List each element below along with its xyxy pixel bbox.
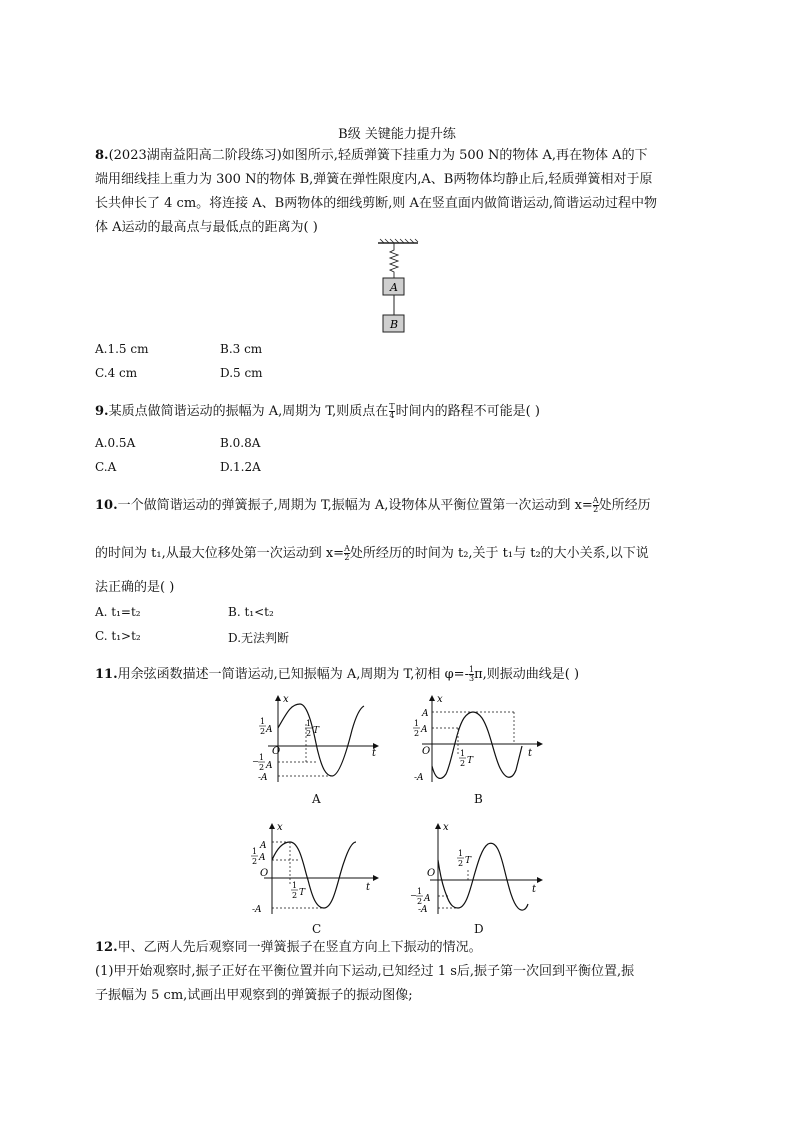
graph-a-neg-sign: − [252, 757, 259, 766]
q11-text-before: 用余弦函数描述一简谐运动,已知振幅为 A,周期为 T,初相 φ=- [117, 667, 469, 682]
q11-line [95, 665, 579, 685]
graph-a-half-num: 1 [260, 717, 266, 726]
graph-c [248, 818, 388, 920]
q8-text-line2: 端用细线挂上重力为 300 N的物体 B,弹簧在弹性限度内,A、B两物体均静止后,轻质弹簧相对于原 [95, 172, 653, 187]
graph-c-neg-a: -A [252, 905, 262, 915]
graph-b [410, 690, 550, 790]
graph-c-curve [272, 842, 356, 908]
graph-b-neg-a: -A [414, 773, 424, 783]
graph-b-half-den: 2 [414, 729, 420, 738]
q10-line2 [95, 544, 649, 564]
q10-number: 10. [95, 498, 118, 513]
section-title: B级 关键能力提升练 [338, 127, 456, 142]
graph-b-t-tick: T [467, 756, 474, 766]
q10-text-line3: 法正确的是( ) [95, 580, 175, 595]
q10-line1 [95, 496, 651, 516]
graph-a-t-den: 2 [306, 729, 312, 738]
graph-b-half-a: A [421, 725, 428, 735]
q9-fraction [389, 403, 394, 420]
q9-option-c: C.A [95, 460, 117, 474]
q10-option-b: B. t₁<t₂ [228, 605, 274, 619]
graph-d-neghalf-a: A [424, 894, 431, 904]
q12-text-line1: 甲、乙两人先后观察同一弹簧振子在竖直方向上下振动的情况。 [117, 940, 482, 955]
graph-a-half-den: 2 [260, 727, 266, 736]
graph-a-half-a: A [266, 725, 273, 735]
graph-d-t-num: 1 [458, 849, 464, 858]
graph-a-neghalf-a: A [266, 761, 273, 771]
q11-frac-den: 3 [468, 674, 475, 683]
q9-option-b: B.0.8A [220, 436, 261, 450]
q10-option-d: D.无法判断 [228, 631, 290, 645]
graph-d-caption: D [474, 922, 484, 936]
q10-frac2-num: A [344, 544, 350, 553]
block-a-label: A [390, 281, 398, 294]
q8-option-c: C.4 cm [95, 366, 138, 380]
graph-c-x-label: x [277, 822, 283, 833]
q8-number: 8. [95, 148, 109, 163]
q10-option-c: C. t₁>t₂ [95, 629, 141, 643]
graph-c-t-num: 1 [292, 881, 298, 890]
graph-c-t-den: 2 [292, 891, 298, 900]
q8-option-a: A.1.5 cm [95, 342, 149, 356]
graph-a-t-num: 1 [306, 719, 312, 728]
q9-text-after: 时间内的路程不可能是( ) [395, 404, 540, 419]
graph-c-t-tick: T [299, 888, 306, 898]
graph-a-t-tick: T [313, 726, 320, 736]
q10-text-line1-before: 一个做简谐运动的弹簧振子,周期为 T,振幅为 A,设物体从平衡位置第一次运动到 x= [117, 498, 593, 513]
q12-line1 [95, 938, 482, 958]
q9-frac-den: 4 [389, 411, 395, 420]
graph-b-t-label: t [528, 748, 533, 759]
graph-d [410, 818, 550, 920]
graph-d-neg-a: -A [418, 905, 428, 915]
q10-frac1-num: A [592, 496, 599, 505]
q11-text-after: π,则振动曲线是( ) [474, 667, 580, 682]
graph-c-half-num: 1 [252, 847, 258, 856]
q9-number: 9. [95, 404, 109, 419]
q12-number: 12. [95, 940, 118, 955]
q11-frac-num: 1 [468, 665, 475, 674]
graph-b-x-label: x [437, 694, 443, 705]
spring-figure [370, 238, 430, 338]
graph-b-t-den: 2 [460, 759, 466, 768]
q8-text-line3: 长共伸长了 4 cm。将连接 A、B两物体的细线剪断,则 A在竖直面内做简谐运动,简谐运动过程中物 [95, 196, 658, 211]
q10-frac2-den: 2 [344, 553, 350, 562]
graph-b-t-num: 1 [460, 749, 466, 758]
q8-line1 [95, 146, 648, 166]
graph-c-origin: O [260, 868, 269, 879]
graph-d-curve [438, 843, 528, 910]
graph-a-neghalf-num: 1 [259, 753, 265, 762]
q9-line [95, 402, 540, 422]
graph-a-t-label: t [372, 748, 377, 759]
q9-text-before: 某质点做简谐运动的振幅为 A,周期为 T,则质点在 [108, 404, 389, 419]
graph-b-origin: O [422, 746, 431, 757]
graph-a-neg-a: -A [258, 773, 268, 783]
graph-a [248, 690, 388, 790]
q9-option-a: A.0.5A [95, 436, 136, 450]
graph-b-half-num: 1 [414, 719, 420, 728]
graph-d-x-label: x [443, 822, 449, 833]
graph-c-half-den: 2 [252, 857, 258, 866]
q8-text-line1: (2023湖南益阳高二阶段练习)如图所示,轻质弹簧下挂重力为 500 N的物体 A,再在物体 A的下 [108, 148, 648, 163]
q10-option-a: A. t₁=t₂ [95, 605, 141, 619]
graph-d-t-label: t [532, 884, 537, 895]
q8-text-line4: 体 A运动的最高点与最低点的距离为( ) [95, 220, 318, 235]
graph-a-curve [278, 704, 364, 776]
graph-a-caption: A [312, 792, 321, 806]
graph-b-a: A [422, 709, 429, 719]
graph-d-origin: O [427, 868, 436, 879]
q9-option-d: D.1.2A [220, 460, 261, 474]
graph-d-neghalf-num: 1 [417, 887, 423, 896]
q12-text-line3: 子振幅为 5 cm,试画出甲观察到的弹簧振子的振动图像; [95, 988, 413, 1003]
graph-c-half-a: A [259, 853, 266, 863]
q9-frac-num: T [389, 402, 395, 411]
graph-c-t-label: t [366, 882, 371, 893]
q8-option-d: D.5 cm [220, 366, 263, 380]
q12-text-line2: (1)甲开始观察时,振子正好在平衡位置并向下运动,已知经过 1 s后,振子第一次回到平衡位置,振 [95, 964, 635, 979]
graph-a-neghalf-den: 2 [259, 763, 265, 772]
graph-b-caption: B [474, 792, 483, 806]
graph-c-a: A [260, 841, 267, 851]
spring-coil [390, 243, 398, 278]
q10-text-line2-after: 处所经历的时间为 t₂,关于 t₁与 t₂的大小关系,以下说 [349, 546, 649, 561]
graph-c-caption: C [312, 922, 322, 936]
graph-b-curve [432, 712, 522, 778]
graph-d-t-tick: T [465, 856, 472, 866]
graph-d-neghalf-den: 2 [417, 897, 423, 906]
graph-d-t-den: 2 [458, 859, 464, 868]
q10-text-line2-before: 的时间为 t₁,从最大位移处第一次运动到 x= [95, 546, 345, 561]
q8-option-b: B.3 cm [220, 342, 263, 356]
q11-number: 11. [95, 667, 118, 682]
graph-a-origin: O [272, 746, 281, 757]
graph-d-neg-sign: − [410, 891, 417, 900]
q10-text-line1-after: 处所经历 [598, 498, 651, 513]
q10-frac1-den: 2 [593, 505, 599, 514]
block-b-label: B [389, 318, 399, 331]
graph-a-x-label: x [283, 694, 289, 705]
